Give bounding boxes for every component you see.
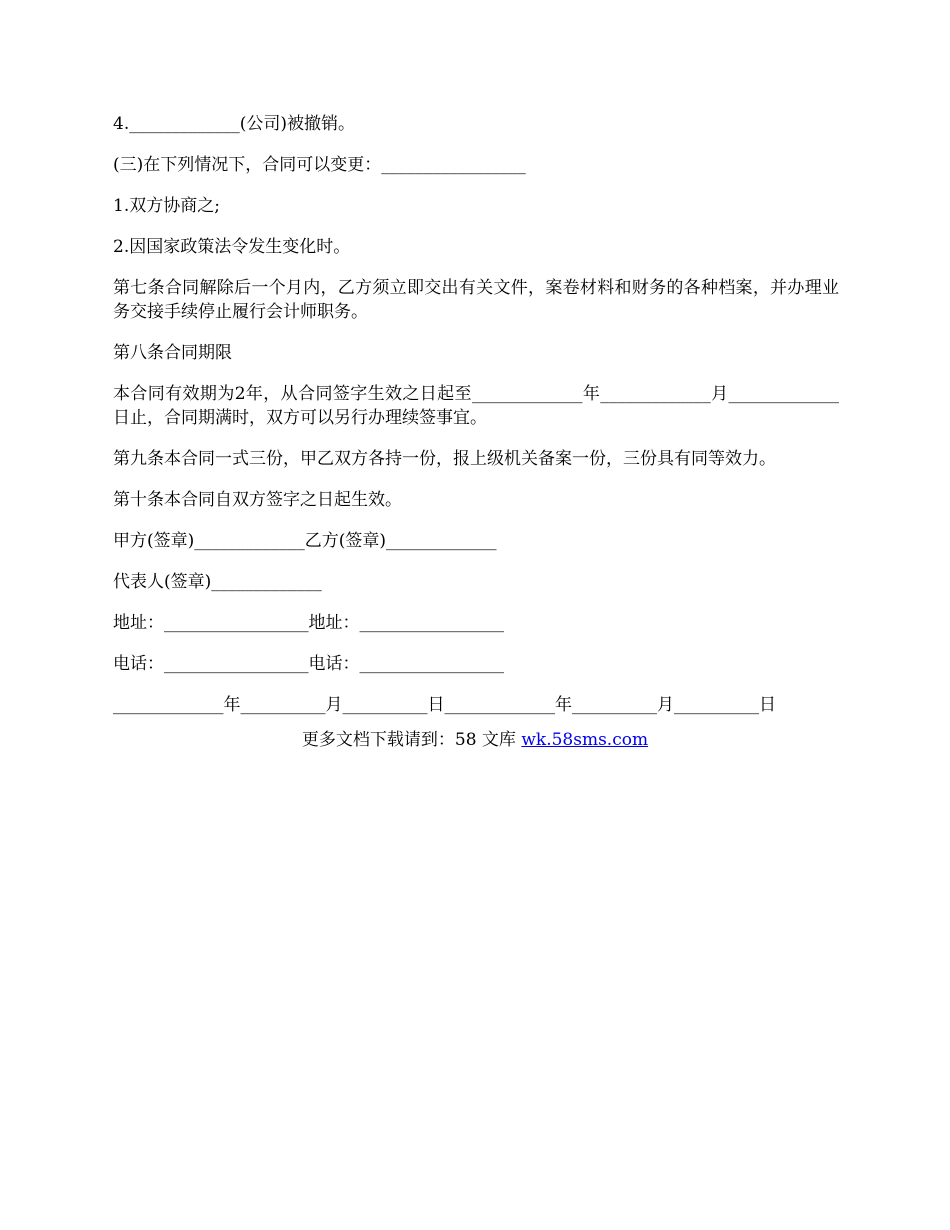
clause-policy-change: 2.因国家政策法令发生变化时。 — [113, 237, 351, 257]
address-fields: 地址：_________________地址：_________________ — [113, 613, 504, 633]
footer-prefix: 更多文档下载请到：58 文库 — [301, 730, 522, 750]
footer-link[interactable]: wk.58sms.com — [521, 730, 649, 750]
signature-representative: 代表人(签章)_____________ — [113, 572, 322, 592]
article-ten: 第十条本合同自双方签字之日起生效。 — [113, 490, 402, 510]
signature-parties: 甲方(签章)_____________乙方(签章)_____________ — [113, 531, 497, 551]
clause-company-revoked: 4._____________(公司)被撤销。 — [113, 114, 355, 134]
document-body — [113, 112, 839, 734]
phone-fields: 电话：_________________电话：_________________ — [113, 654, 504, 674]
footer — [0, 728, 950, 752]
article-seven: 第七条合同解除后一个月内，乙方须立即交出有关文件，案卷材料和财务的各种档案，并办理业务交接手续停止履行会计师职务。 — [113, 278, 839, 322]
clause-change-conditions: (三)在下列情况下，合同可以变更：_________________ — [113, 155, 526, 175]
contract-term-text: 本合同有效期为2年，从合同签字生效之日起至_____________年_____________月_____________日止，合同期满时，双方可以另行办理续签事宜。 — [113, 384, 839, 428]
article-nine: 第九条本合同一式三份，甲乙双方各持一份，报上级机关备案一份，三份具有同等效力。 — [113, 449, 776, 469]
article-eight-heading: 第八条合同期限 — [113, 343, 232, 363]
clause-mutual-agreement: 1.双方协商之; — [113, 196, 220, 216]
date-fields: _____________年__________月__________日_____________年__________月__________日 — [113, 695, 776, 715]
